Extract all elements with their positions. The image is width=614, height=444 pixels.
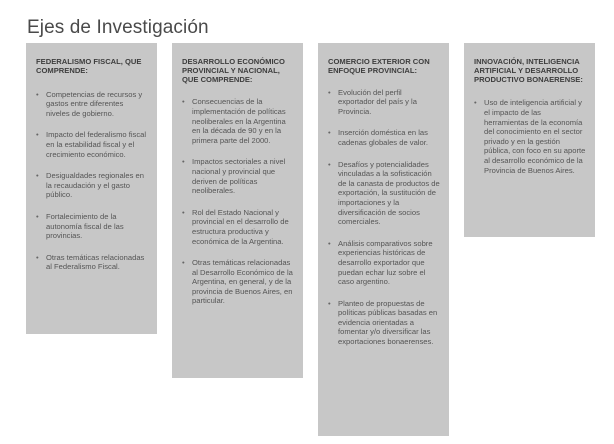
list-item: • Competencias de recursos y gastos entre diferentes niveles de gobierno. [36, 90, 148, 119]
card-federalismo-fiscal [26, 43, 157, 334]
list-item: • Uso de inteligencia artificial y el impacto de las herramientas de la economía del conocimiento en el sector privado y en la gestión pública, con foco en su aporte al desarrollo económico de la Provincia de Buenos Aires. [474, 98, 586, 175]
card-title: INNOVACIÓN, INTELIGENCIA ARTIFICIAL Y DESARROLLO PRODUCTIVO BONAERENSE: [474, 57, 583, 84]
list-item: • Otras temáticas relacionadas al Federalismo Fiscal. [36, 253, 148, 272]
card-title: DESARROLLO ECONÓMICO PROVINCIAL Y NACIONAL, QUE COMPRENDE: [182, 57, 285, 84]
list-item: • Consecuencias de la implementación de políticas neoliberales en la Argentina en la década de 90 y en la primera parte del 2000. [182, 97, 294, 145]
list-item: • Planteo de propuestas de políticas públicas basadas en evidencia orientadas a fomentar y/o diversificar las exportaciones bonaerenses. [328, 299, 440, 347]
list-item: • Fortalecimiento de la autonomía fiscal de las provincias. [36, 212, 148, 241]
list-item: • Desigualdades regionales en la recaudación y el gasto público. [36, 171, 148, 200]
list-item: • Otras temáticas relacionadas al Desarrollo Económico de la Argentina, en general, y de la provincia de Buenos Aires, en particular. [182, 258, 294, 306]
card-comercio-exterior [318, 43, 449, 436]
card-list [36, 90, 148, 272]
list-item: • Impacto del federalismo fiscal en la estabilidad fiscal y el crecimiento económico. [36, 130, 148, 159]
card-innovacion-ia [464, 43, 595, 237]
list-item: • Análisis comparativos sobre experiencias históricas de desarrollo exportador que puedan echar luz sobre el caso argentino. [328, 239, 440, 287]
list-item: • Inserción doméstica en las cadenas globales de valor. [328, 128, 440, 147]
card-desarrollo-economico [172, 43, 303, 378]
list-item: • Rol del Estado Nacional y provincial en el desarrollo de estructura productiva y económica de la Argentina. [182, 208, 294, 246]
list-item: • Impactos sectoriales a nivel nacional y provincial que deriven de políticas neoliberales. [182, 157, 294, 195]
card-title: FEDERALISMO FISCAL, QUE COMPRENDE: [36, 57, 142, 75]
list-item: • Desafíos y potencialidades vinculadas a la sofisticación de la canasta de productos de exportación, la sustitución de importaciones y la diversificación de socios comerciales. [328, 160, 440, 227]
card-list [182, 97, 294, 306]
card-list [328, 88, 440, 347]
list-item: • Evolución del perfil exportador del país y la Provincia. [328, 88, 440, 117]
card-list [474, 98, 586, 175]
page-title: Ejes de Investigación [27, 16, 209, 38]
card-title: COMERCIO EXTERIOR CON ENFOQUE PROVINCIAL: [328, 57, 430, 75]
